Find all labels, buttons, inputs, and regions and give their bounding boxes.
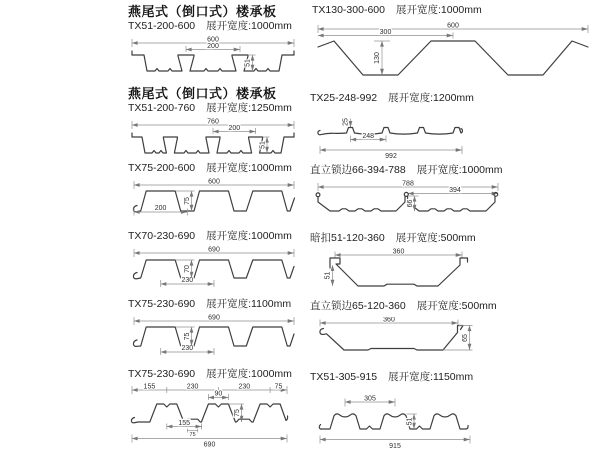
profile-model: TX75-200-600 (128, 162, 196, 174)
profile-drawing-tx75-200-600 (128, 177, 303, 231)
profile-width-label: 展开宽度:1250mm (206, 102, 292, 114)
dim-pan: 155 (178, 420, 191, 427)
dim-overall: 600 (207, 36, 219, 44)
dim-overall: 600 (208, 178, 220, 186)
profile-drawing-tx51-200-760 (128, 117, 298, 165)
dim-top-seg3: 230 (238, 383, 251, 391)
profile-drawing-tx51-305-915 (310, 387, 485, 451)
dim-pitch: 200 (154, 205, 167, 213)
dim-top-seg1: 155 (143, 383, 156, 391)
dim-pitch: 248 (362, 133, 375, 140)
dim-overall: 360 (383, 317, 395, 324)
profile-width-label: 展开宽度:1000mm (206, 20, 292, 32)
dim-height: 51 (244, 59, 252, 67)
seam-lock-right (494, 193, 498, 197)
dim-top-seg2: 230 (186, 383, 199, 391)
dim-height: 75 (184, 332, 191, 341)
profile-card-standing-seam-65-120-360 (310, 300, 497, 367)
profile-model: 暗扣51-120-360 (310, 232, 385, 244)
profile-title (128, 102, 298, 115)
deck-profile-outline (133, 327, 294, 346)
dim-overall: 915 (389, 443, 401, 450)
deck-profile-outline (330, 258, 468, 286)
profile-drawing-tx75-230-690-1000 (118, 382, 308, 448)
profile-width-label: 展开宽度:1000mm (395, 4, 482, 16)
dim-overall: 788 (402, 180, 414, 188)
profile-drawing-tx75-230-690-1100 (128, 313, 303, 367)
profile-width-label: 展开宽度:1000mm (206, 230, 292, 242)
dim-overall: 760 (207, 118, 219, 126)
profile-title (128, 368, 308, 381)
dim-height: 51 (259, 141, 267, 149)
deck-profile-outline (319, 414, 468, 429)
profile-model: TX130-300-600 (312, 4, 385, 16)
dim-height: 66 (407, 199, 414, 208)
profile-card-tx75-200-600 (128, 162, 303, 231)
profile-drawing-standing-seam-66-394-788 (308, 180, 508, 234)
profile-drawing-tx51-200-600 (128, 35, 298, 83)
profile-width-label: 展开宽度:500mm (395, 232, 476, 244)
dim-overall: 690 (203, 441, 216, 448)
profile-model: TX70-230-690 (128, 230, 196, 242)
profile-card-concealed-clip-51-120-360 (310, 232, 485, 298)
profile-card-tx70-230-690 (128, 230, 303, 299)
section-heading: 燕尾式（倒口式）楼承板 (128, 4, 277, 19)
profile-drawing-tx25-248-992 (310, 109, 475, 161)
profile-model: 直立锁边65-120-360 (310, 300, 406, 312)
profile-title (312, 4, 598, 17)
deck-profile-outline (132, 51, 294, 71)
dim-height: 25 (342, 118, 350, 126)
profile-width-label: 展开宽度:1100mm (206, 298, 292, 310)
seam-lock-center (404, 192, 408, 196)
profile-model: TX25-248-992 (310, 92, 378, 104)
profile-title (128, 20, 298, 33)
dim-crest-top: 90 (214, 390, 223, 398)
profile-card-standing-seam-66-394-788 (310, 164, 508, 234)
dim-top-seg4: 75 (274, 383, 283, 391)
section-heading: 燕尾式（倒口式）楼承板 (128, 86, 277, 101)
profile-model: TX51-200-760 (128, 102, 196, 114)
profile-card-tx25-248-992 (310, 92, 475, 161)
profile-width-label: 展开宽度:1000mm (206, 368, 292, 380)
profile-card-tx51-200-760 (128, 86, 298, 165)
dim-height: 70 (184, 265, 191, 273)
dim-pan-rib: 75 (189, 432, 196, 438)
profile-title (128, 298, 303, 311)
profile-title (310, 371, 485, 384)
dim-overall: 690 (208, 246, 220, 254)
dim-height: 75 (184, 197, 191, 205)
profile-title (128, 230, 303, 243)
deck-profile-outline (131, 404, 287, 423)
profile-card-tx130-300-600 (308, 4, 598, 85)
dim-pitch: 305 (364, 395, 376, 403)
profile-model: TX51-305-915 (310, 371, 378, 383)
profile-title (310, 164, 508, 177)
deck-profile-outline (320, 326, 463, 351)
dim-pitch: 230 (181, 277, 194, 285)
profile-model: 直立锁边66-394-788 (310, 164, 406, 176)
dim-pitch: 200 (207, 43, 219, 50)
profile-drawing-standing-seam-65-120-360 (310, 317, 485, 367)
profile-model: TX75-230-690 (128, 368, 196, 380)
profile-title (310, 92, 475, 105)
profile-card-tx51-200-600 (128, 4, 298, 83)
dim-height: 75 (234, 409, 241, 417)
dim-height: 65 (462, 334, 469, 342)
profile-model: TX51-200-600 (128, 20, 196, 32)
deck-profile-outline (318, 128, 462, 135)
dim-height: 51 (406, 417, 414, 426)
profile-drawing-tx130-300-600 (308, 21, 598, 85)
dim-height: 51 (324, 271, 332, 280)
profile-width-label: 展开宽度:1150mm (388, 371, 474, 383)
dim-overall: 992 (385, 153, 397, 160)
profile-drawing-concealed-clip-51-120-360 (310, 248, 485, 298)
profile-title (310, 300, 497, 313)
dim-pitch: 394 (449, 187, 461, 194)
dim-overall: 600 (447, 22, 459, 30)
deck-profile-outline (132, 133, 294, 153)
profile-card-tx51-305-915 (310, 371, 485, 451)
profile-drawing-tx70-230-690 (128, 245, 303, 299)
dim-overall: 690 (208, 314, 220, 322)
dim-pitch: 200 (228, 125, 241, 132)
profile-title (310, 232, 485, 245)
profile-width-label: 展开宽度:1000mm (416, 164, 503, 176)
dim-height: 130 (374, 52, 381, 64)
profile-width-label: 展开宽度:500mm (416, 300, 497, 312)
dim-overall: 360 (392, 248, 405, 256)
profile-width-label: 展开宽度:1200mm (388, 92, 474, 104)
dim-pitch: 300 (379, 29, 392, 36)
profile-width-label: 展开宽度:1000mm (206, 162, 292, 174)
dim-pitch: 230 (181, 345, 194, 353)
profile-card-tx75-230-690-1000 (128, 368, 308, 448)
profile-model: TX75-230-690 (128, 298, 196, 310)
profile-title (128, 162, 303, 175)
deck-profile-outline (133, 260, 294, 279)
deck-profile-outline (318, 41, 588, 75)
profile-card-tx75-230-690-1100 (128, 298, 303, 367)
